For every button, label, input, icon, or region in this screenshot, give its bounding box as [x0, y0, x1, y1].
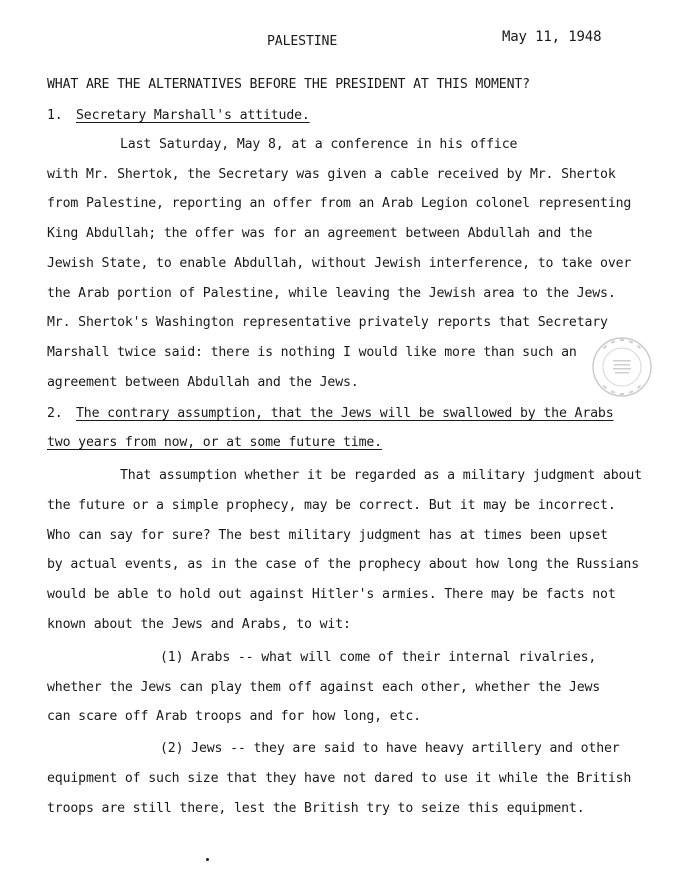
s2-item-1-line-1: (1) Arabs -- what will come of their internal rivalries, [160, 650, 597, 665]
s1-line-3: from Palestine, reporting an offer from an Arab Legion colonel representing [47, 196, 632, 211]
s2-item-2-line-2: equipment of such size that they have not dared to use it while the British [47, 771, 632, 786]
document-date: May 11, 1948 [502, 29, 602, 45]
s2-line-4: by actual events, as in the case of the prophecy about how long the Russians [47, 557, 640, 572]
s1-line-8: Marshall twice said: there is nothing I would like more than such an [47, 345, 577, 360]
s1-line-7: Mr. Shertok's Washington representative privately reports that Secretary [47, 315, 608, 330]
section-1-number: 1. [47, 108, 63, 123]
section-1-heading: Secretary Marshall's attitude. [76, 108, 310, 123]
document-title: PALESTINE [267, 34, 338, 49]
s2-line-6: known about the Jews and Arabs, to wit: [47, 617, 351, 632]
ink-speck [206, 858, 209, 861]
s2-line-2: the future or a simple prophecy, may be correct. But it may be incorrect. [47, 498, 616, 513]
library-stamp-icon [591, 336, 653, 398]
s2-line-5: would be able to hold out against Hitler's armies. There may be facts not [47, 587, 616, 602]
s2-item-2-line-3: troops are still there, lest the British try to seize this equipment. [47, 801, 585, 816]
s1-line-5: Jewish State, to enable Abdullah, without Jewish interference, to take over [47, 256, 632, 271]
s2-item-2-line-1: (2) Jews -- they are said to have heavy artillery and other [160, 741, 620, 756]
s1-line-1: Last Saturday, May 8, at a conference in his office [120, 137, 518, 152]
section-2-heading-line-2: two years from now, or at some future time. [47, 435, 382, 450]
s2-line-1: That assumption whether it be regarded as a military judgment about [120, 468, 642, 483]
s2-item-1-line-3: can scare off Arab troops and for how long, etc. [47, 709, 421, 724]
s1-line-6: the Arab portion of Palestine, while leaving the Jewish area to the Jews. [47, 286, 616, 301]
section-2-heading-line-1: The contrary assumption, that the Jews will be swallowed by the Arabs [76, 406, 614, 421]
section-2-number: 2. [47, 406, 63, 421]
s1-line-4: King Abdullah; the offer was for an agreement between Abdullah and the [47, 226, 593, 241]
s2-item-1-line-2: whether the Jews can play them off against each other, whether the Jews [47, 680, 601, 695]
main-question: WHAT ARE THE ALTERNATIVES BEFORE THE PRESIDENT AT THIS MOMENT? [47, 77, 530, 92]
s1-line-9: agreement between Abdullah and the Jews. [47, 375, 359, 390]
s2-line-3: Who can say for sure? The best military judgment has at times been upset [47, 528, 608, 543]
s1-line-2: with Mr. Shertok, the Secretary was given a cable received by Mr. Shertok [47, 167, 616, 182]
